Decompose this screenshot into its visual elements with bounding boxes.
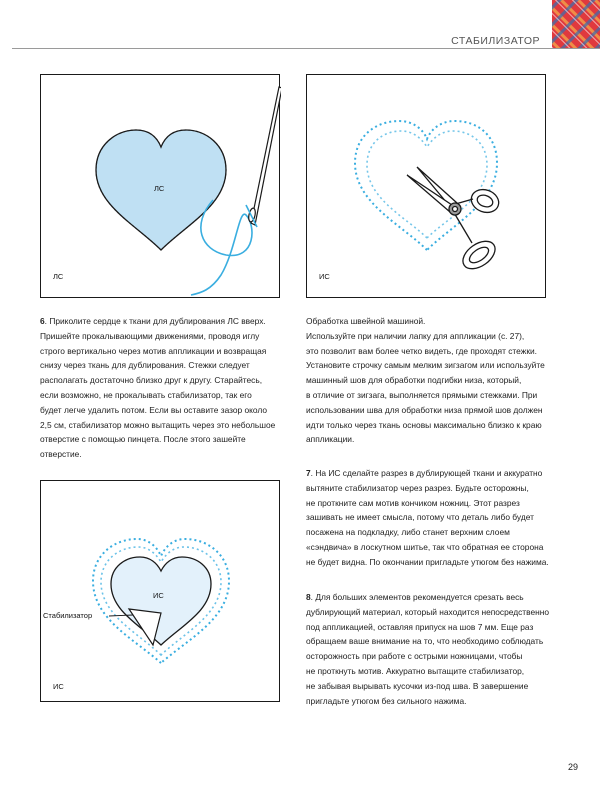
corner-label: ИС — [319, 272, 330, 281]
machine-line: это позволит вам более четко видеть, где проходят стежки. — [306, 345, 537, 356]
figure-heart-stabilizer — [40, 480, 280, 702]
machine-line: идти только через ткань основы максимально близко к краю — [306, 419, 542, 430]
step-6-line: Пришейте прокалывающими движениями, проводя иглу — [40, 330, 260, 341]
machine-line: в отличие от зигзага, выполняется прямыми стежками. При — [306, 389, 538, 400]
heart-label: ЛС — [154, 184, 165, 193]
stabilizer-label: Стабилизатор — [43, 611, 93, 620]
step-7-line: не будет видна. По окончании пригладьте утюгом без нажима. — [306, 556, 549, 567]
step-7-number: 7 — [306, 468, 311, 478]
step-7-line: вытяните стабилизатор через разрез. Будьте осторожны, — [306, 482, 529, 493]
step-6-line: будет легче удалить потом. Если вы оставите зазор около — [40, 404, 268, 415]
scissors-icon — [407, 167, 502, 274]
header-rule — [12, 48, 600, 49]
step-7-line: . На ИС сделайте разрез в дублирующей ткани и аккуратно — [310, 468, 543, 478]
step-6-line: отверстие. — [40, 449, 82, 460]
step-6-line: 2,5 см, стабилизатор можно вытащить через это небольшое — [40, 419, 276, 430]
step-6-line: отверстие с помощью пинцета. После этого зашейте — [40, 434, 246, 445]
step-7-line: зашивать не имеет смысла, потому что деталь либо будет — [306, 512, 534, 523]
figure-heart-scissors — [306, 74, 546, 298]
step-7-line: не проткните сам мотив кончиком ножниц. Этот разрез — [306, 497, 520, 508]
machine-text — [306, 314, 576, 447]
step-6-line: строго вертикально через мотив аппликации и возвращая — [40, 345, 267, 356]
page-number: 29 — [567, 762, 578, 772]
corner-label: ИС — [53, 682, 64, 691]
step-7-text — [306, 466, 576, 570]
step-8-line: . Для больших элементов рекомендуется срезать весь — [310, 592, 524, 602]
figure-heart-needle — [40, 74, 280, 298]
machine-title: Обработка швейной машиной. — [306, 316, 426, 326]
step-7-line: посажена на подкладку, либо станет верхним слоем — [306, 527, 510, 538]
stitched-heart-outline — [355, 121, 497, 250]
step-6-line: . Приколите сердце к ткани для дублирования ЛС вверх. — [44, 316, 266, 326]
machine-line: аппликации. — [306, 434, 355, 445]
heart-shape — [111, 557, 211, 645]
machine-line: машинный шов для обработки подгибки низа, который, — [306, 375, 522, 386]
step-8-line: обращаем ваше внимание на то, что необходимо соблюдать — [306, 636, 544, 647]
step-8-number: 8 — [306, 592, 311, 602]
step-8-line: осторожность при работе с острыми ножницами, чтобы — [306, 651, 523, 662]
machine-line: Используйте при наличии лапку для аппликации (с. 27), — [306, 330, 525, 341]
step-8-text — [306, 590, 576, 708]
step-8-line: под аппликацией, оставляя припуск на шов 7 мм. Еще раз — [306, 621, 534, 632]
corner-label: ЛС — [53, 272, 64, 281]
step-6-line: если возможно, не прокалывать стабилизатор, так его — [40, 389, 252, 400]
step-8-line: не проткнуть мотив. Аккуратно вытащите стабилизатор, — [306, 665, 525, 676]
step-8-line: пригладьте утюгом без сильного нажима. — [306, 695, 467, 706]
machine-line: использовании шва для обработки низа прямой шов должен — [306, 404, 543, 415]
step-6-text — [40, 314, 290, 462]
step-6-line: снизу через ткань для дублирования. Стежки следует — [40, 360, 250, 371]
heart-label: ИС — [153, 591, 164, 600]
plaid-corner-decoration — [552, 0, 600, 48]
step-8-line: дублирующий материал, который находится непосредственно — [306, 606, 550, 617]
machine-line: Установите строчку самым мелким зигзагом или используйте — [306, 360, 545, 371]
step-8-line: не забывая вырывать кусочки из-под шва. В завершение — [306, 680, 529, 691]
header-title: СТАБИЛИЗАТОР — [451, 35, 540, 47]
step-6-line: располагать достаточно близко друг к другу. Старайтесь, — [40, 375, 263, 386]
step-7-line: «сэндвича» в лоскутном шитье, так что обратная ее сторона — [306, 541, 544, 552]
step-6-number: 6 — [40, 316, 45, 326]
